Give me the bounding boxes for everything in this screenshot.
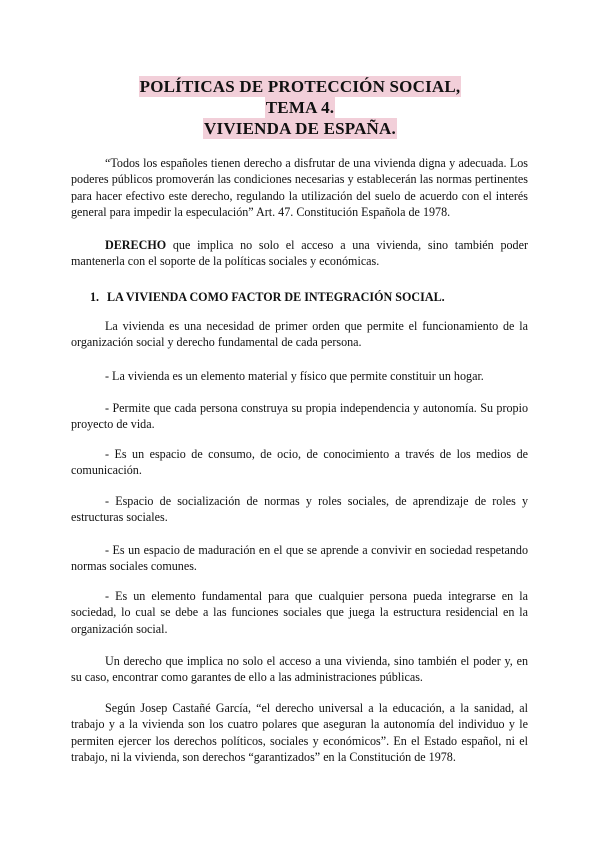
constitution-quote bbox=[71, 155, 528, 221]
derecho-paragraph bbox=[71, 237, 528, 270]
paragraph-text: Un derecho que implica no solo el acceso a una vivienda, sino también el poder y, en su caso, encontrar como garantes de ello a las administraciones públicas. bbox=[71, 654, 528, 685]
bullet-paragraph bbox=[71, 542, 528, 575]
paragraph-text: - Es un elemento fundamental para que cualquier persona pueda integrarse en la sociedad, lo cual se debe a las funciones sociales que juega la estructura residencial en la organización social. bbox=[71, 589, 528, 636]
paragraph bbox=[71, 653, 528, 686]
derecho-text: que implica no solo el acceso a una vivienda, sino también poder mantenerla con el soporte de la políticas sociales y económicas. bbox=[71, 238, 528, 269]
section-title: LA VIVIENDA COMO FACTOR DE INTEGRACIÓN SOCIAL. bbox=[107, 290, 445, 304]
paragraph bbox=[71, 318, 528, 351]
quote-paragraph: “Todos los españoles tienen derecho a disfrutar de una vivienda digna y adecuada. Los poderes públicos promoverán las condiciones necesarias y establecerán las normas pertinentes para hacer efectivo este derecho, regulando la utilización del suelo de acuerdo con el interés general para impedir la especulación” Art. 47. Constitución Española de 1978. bbox=[71, 156, 528, 220]
paragraph-text: - Es un espacio de consumo, de ocio, de conocimiento a través de los medios de comunicación. bbox=[71, 447, 528, 478]
section-heading bbox=[90, 289, 445, 305]
paragraph-text: - Espacio de socialización de normas y roles sociales, de aprendizaje de roles y estructuras sociales. bbox=[71, 494, 528, 525]
paragraph-text: Según Josep Castañé García, “el derecho universal a la educación, a la sanidad, al trabajo y a la vivienda son los cuatro polares que aseguran la autonomía del individuo y le permiten ejercer los derechos políticos, sociales y económicos”. En el Estado español, ni el trabajo, ni la vivienda, son derechos “garantizados” en la Constitución de 1978. bbox=[71, 701, 528, 765]
paragraph-text: - Permite que cada persona construya su propia independencia y autonomía. Su propio proyecto de vida. bbox=[71, 401, 528, 432]
paragraph-text: - Es un espacio de maduración en el que se aprende a convivir en sociedad respetando normas sociales comunes. bbox=[71, 543, 528, 574]
title-line-2: TEMA 4. bbox=[265, 98, 335, 117]
title-line-1: POLÍTICAS DE PROTECCIÓN SOCIAL, bbox=[139, 77, 461, 96]
derecho-bold-term: DERECHO bbox=[105, 238, 167, 252]
bullet-paragraph bbox=[71, 368, 528, 384]
title-line-3: VIVIENDA DE ESPAÑA. bbox=[204, 119, 396, 138]
paragraph bbox=[71, 700, 528, 766]
paragraph-text: La vivienda es una necesidad de primer orden que permite el funcionamiento de la organización social y derecho fundamental de cada persona. bbox=[71, 319, 528, 350]
paragraph-text: - La vivienda es un elemento material y físico que permite constituir un hogar. bbox=[105, 369, 484, 383]
bullet-paragraph bbox=[71, 493, 528, 526]
document-title bbox=[0, 76, 600, 139]
bullet-paragraph bbox=[71, 400, 528, 433]
bullet-paragraph bbox=[71, 446, 528, 479]
bullet-paragraph bbox=[71, 588, 528, 637]
section-number: 1. bbox=[90, 290, 100, 304]
